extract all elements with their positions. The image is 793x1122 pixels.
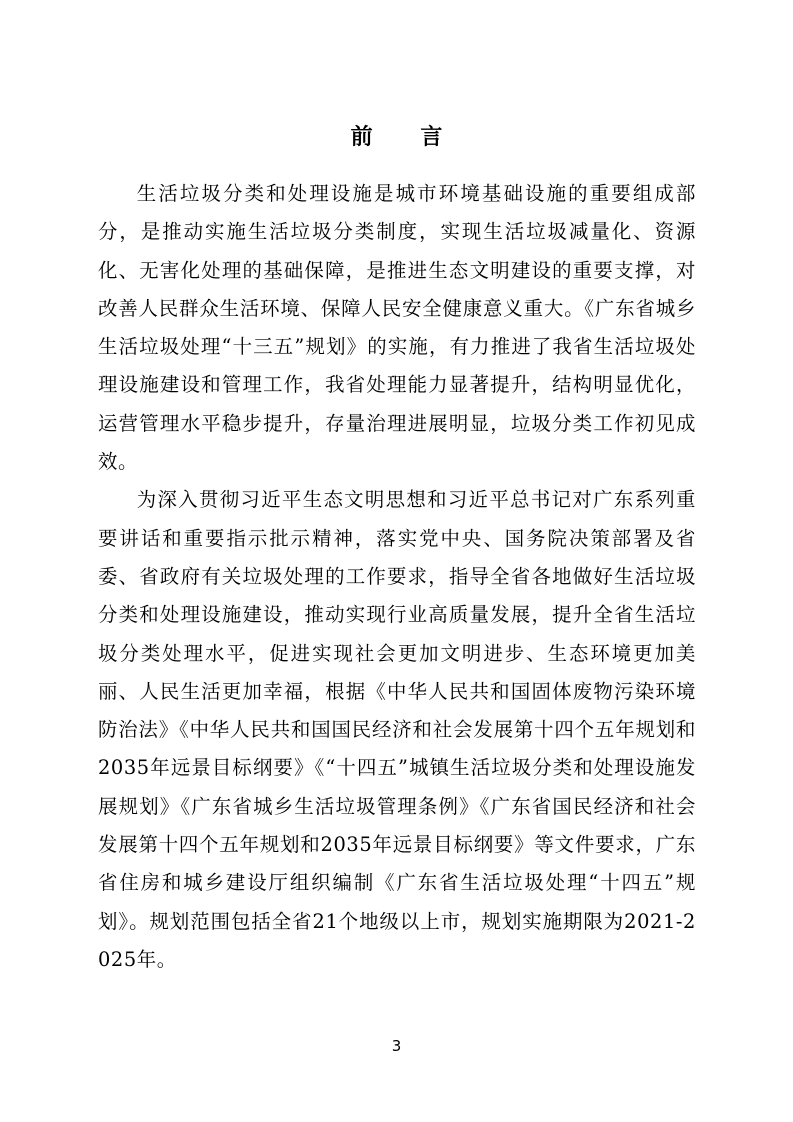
paragraph-1: 生活垃圾分类和处理设施是城市环境基础设施的重要组成部分，是推动实施生活垃圾分类制度，实现生活垃圾减量化、资源化、无害化处理的基础保障，是推进生态文明建设的重要支撑，对改善人民群众生活环境、保障人民安全健康意义重大。《广东省城乡生活垃圾处理“十三五”规划》的实施，有力推进了我省生活垃圾处理设施建设和管理工作，我省处理能力显著提升，结构明显优化，运营管理水平稳步提升，存量治理进展明显，垃圾分类工作初见成效。 [98,182,696,474]
page-title: 前 言 [350,125,463,150]
page-number: 3 [391,1037,402,1055]
paragraph-2: 为深入贯彻习近平生态文明思想和习近平总书记对广东系列重要讲话和重要指示批示精神，落实党中央、国务院决策部署及省委、省政府有关垃圾处理的工作要求，指导全省各地做好生活垃圾分类和处理设施建设，推动实现行业高质量发展，提升全省生活垃圾分类处理水平，促进实现社会更加文明进步、生态环境更加美丽、人民生活更加幸福，根据《中华人民共和国固体废物污染环境防治法》《中华人民共和国国民经济和社会发展第十四个五年规划和2035年远景目标纲要》《“十四五”城镇生活垃圾分类和处理设施发展规划》《广东省城乡生活垃圾管理条例》《广东省国民经济和社会发展第十四个五年规划和2035年远景目标纲要》等文件要求，广东省住房和城乡建设厅组织编制《广东省生活垃圾处理“十四五”规划》。规划范围包括全省21个地级以上市，规划实施期限为2021-2025年。 [98,488,696,971]
body-text [98,175,696,979]
